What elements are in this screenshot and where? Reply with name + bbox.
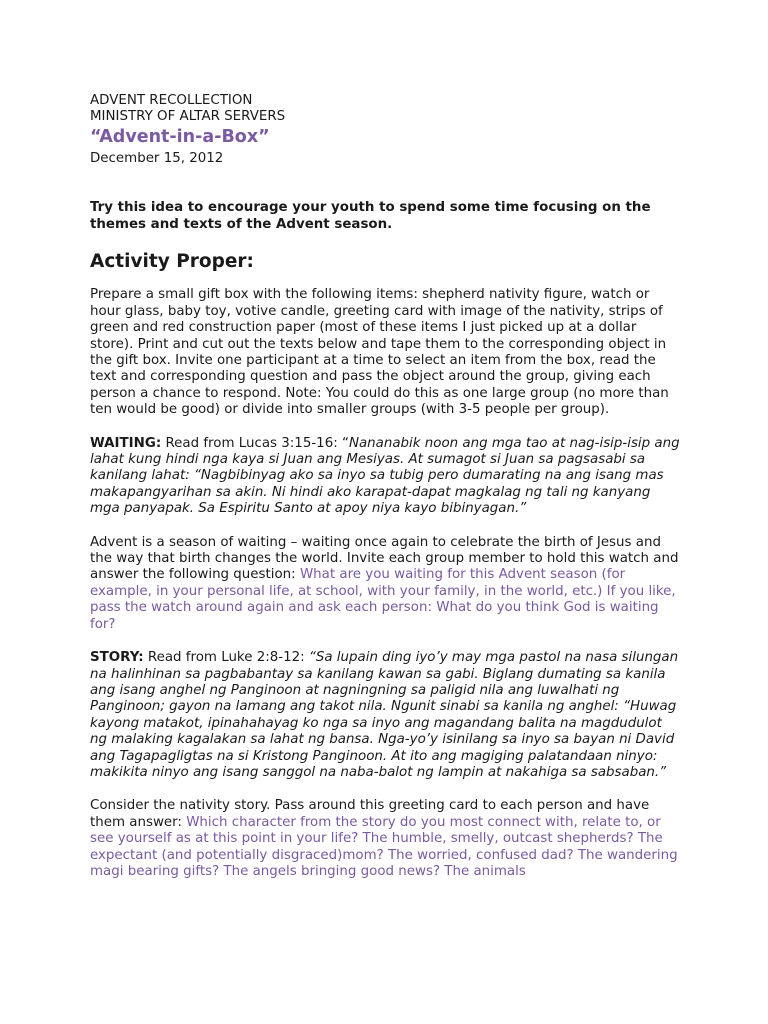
advent-question: What are you waiting for this Advent season (for example, in your personal life, at school, with your family, in the world, etc.) If you like, pass the watch around again and ask each person: What do you think God is waiting for? xyxy=(90,567,676,632)
story-quote: “Sa lupain ding iyo’y may mga pastol na nasa silungan na halinhinan sa pagbabantay sa kanilang kawan sa gabi. Biglang dumating sa kanila ang isang anghel ng Panginoon at nagningning sa paligid nila ang luwalhati ng Panginoon; gayon na lamang ang takot nila. Ngunit sinabi sa kanila ng anghel: “Huwag kayong matakot, ipinahahayag ko nga sa inyo ang magandang balita na magdudulot ng malaking kagalakan sa lahat ng bansa. Nga-yo’y isinilang sa inyo sa bayan ni David ang Tagapagligtas na si Kristong Panginoon. At ito ang magiging palatandaan ninyo: makikita ninyo ang isang sanggol na naba-balot ng lampin at nakahiga sa sabsaban.” xyxy=(90,650,679,780)
waiting-label: WAITING: xyxy=(90,435,162,451)
activity-paragraph: Prepare a small gift box with the following items: shepherd nativity figure, watch or hour glass, baby toy, votive candle, greeting card with image of the nativity, strips of green and red construction paper (most of these items I just picked up at a dollar store). Print and cut out the texts below and tape them to the corresponding object in the gift box. Invite one participant at a time to select an item from the box, read the text and corresponding question and pass the object around the group, giving each person a chance to respond. Note: You could do this as one large group (no more than ten would be good) or divide into smaller groups (with 3-5 people per group). xyxy=(90,287,669,418)
waiting-quote: Nananabik noon ang mga tao at nag-isip-isip ang lahat kung hindi nga kaya si Juan ang Mesiyas. At sumagot si Juan sa pagsasabi sa kanilang lahat: “Nagbibinyag ako sa inyo sa tubig pero dumarating na ang isang mas makapangyarihan sa akin. Ni hindi ako karapat-dapat magkalag ng tali ng kanyang mga panyapak. Sa Espiritu Santo at apoy niya kayo bibinyagan.” xyxy=(90,435,680,517)
nativity-question: Which character from the story do you most connect with, relate to, or see yourself as at this point in your life? The humble, smelly, outcast shepherds? The expectant (and potentially disgraced)mom? The worried, confused dad? The wandering magi bearing gifts? The angels bringing good news? The animals xyxy=(90,814,678,879)
story-section xyxy=(90,650,680,781)
advent-paragraph xyxy=(90,535,680,633)
nativity-paragraph xyxy=(90,798,680,880)
story-label: STORY: xyxy=(90,650,144,666)
waiting-reference: Read from Lucas 3:15-16: “ xyxy=(161,435,349,451)
story-reference: Read from Luke 2:8-12: xyxy=(143,650,309,666)
intro-paragraph: Try this idea to encourage your youth to spend some time focusing on the themes and texts of the Advent season. xyxy=(90,200,651,232)
document-page xyxy=(90,93,680,880)
nativity-text: Consider the nativity story. Pass around this greeting card to each person and have them answer: xyxy=(90,798,650,830)
activity-heading: Activity Proper: xyxy=(90,251,254,273)
document-title: “Advent-in-a-Box” xyxy=(90,127,270,148)
advent-text: Advent is a season of waiting – waiting once again to celebrate the birth of Jesus and the way that birth changes the world. Invite each group member to hold this watch and answer the following question: xyxy=(90,534,679,583)
waiting-section xyxy=(90,436,680,518)
document-date: December 15, 2012 xyxy=(90,151,224,167)
header-line-ministry: MINISTRY OF ALTAR SERVERS xyxy=(90,108,286,124)
header-line-recollection: ADVENT RECOLLECTION xyxy=(90,93,253,108)
